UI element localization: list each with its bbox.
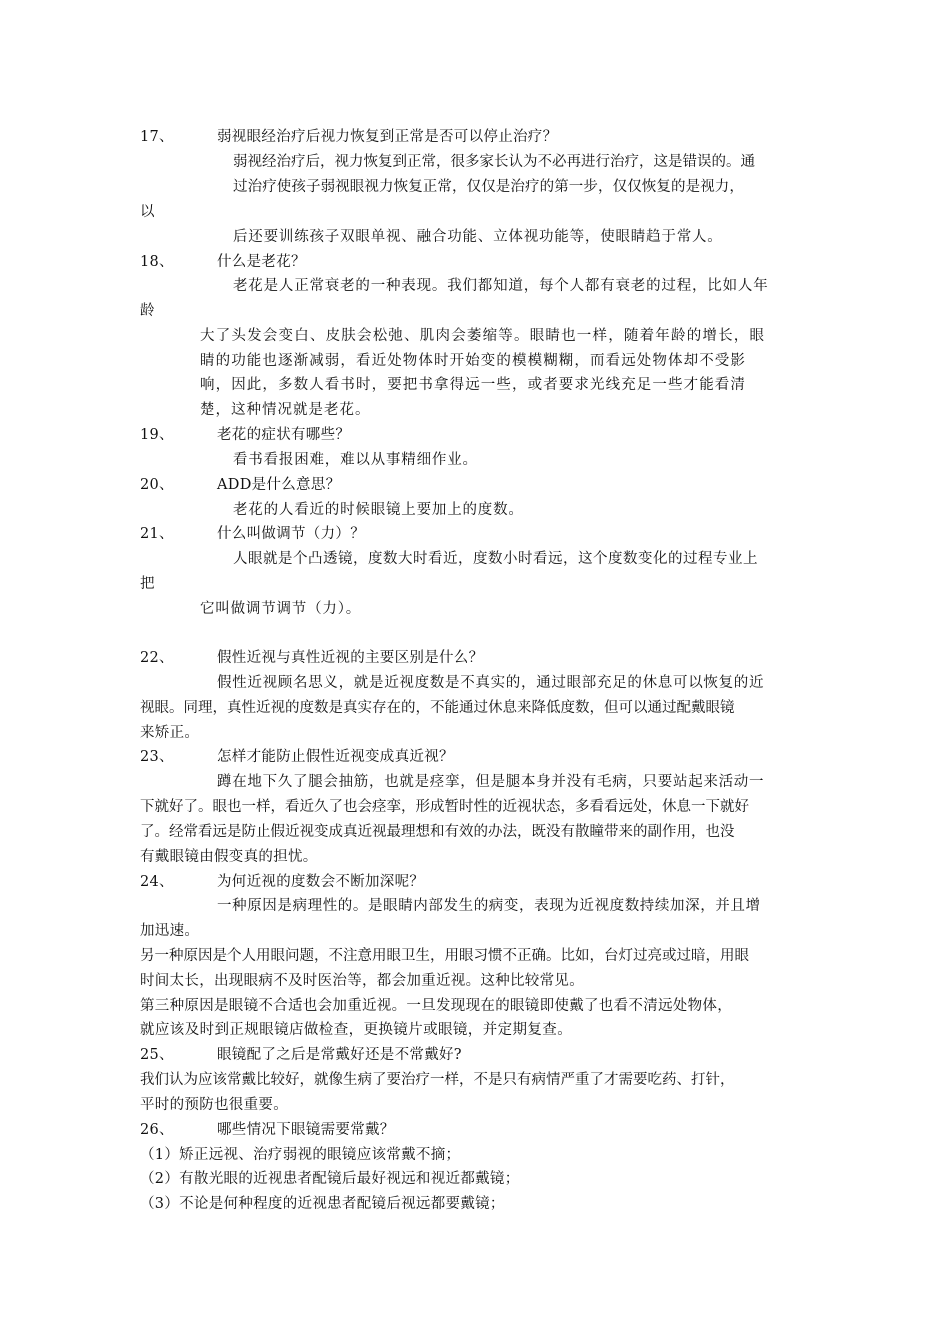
item-number: 26、 [140,1122,174,1138]
answer-line: 加迅速。 [140,923,200,939]
question: 为何近视的度数会不断加深呢？ [217,874,425,890]
answer-line: 假性近视顾名思义，就是近视度数是不真实的，通过眼部充足的休息可以恢复的近 [217,675,765,691]
question: 假性近视与真性近视的主要区别是什么？ [217,650,484,666]
answer-line: 老花是人正常衰老的一种表现。我们都知道，每个人都有衰老的过程，比如人年 [233,278,769,294]
question: 眼镜配了之后是常戴好还是不常戴好? [217,1047,462,1063]
answer-line: 睛的功能也逐渐减弱，看近处物体时开始变的模模糊糊，而看远处物体却不受影 [200,353,746,369]
answer-line: 老花的人看近的时候眼镜上要加上的度数。 [233,502,524,518]
answer-line: 楚，这种情况就是老花。 [200,402,371,418]
question: 老花的症状有哪些？ [217,427,351,443]
question: 哪些情况下眼镜需要常戴？ [217,1122,395,1138]
question: 什么叫做调节（力）？ [217,526,365,542]
answer-line: 一种原因是病理性的。是眼睛内部发生的病变，表现为近视度数持续加深，并且增 [217,898,761,914]
item-number: 21、 [140,526,174,542]
answer-line: 把 [140,576,155,592]
answer-line: 响，因此，多数人看书时，要把书拿得远一些，或者要求光线充足一些才能看清 [200,377,746,393]
question: 怎样才能防止假性近视变成真近视？ [217,749,454,765]
answer-line: 视眼。同理，真性近视的度数是真实存在的，不能通过休息来降低度数，但可以通过配戴眼镜 [140,700,735,716]
answer-line: 另一种原因是个人用眼问题，不注意用眼卫生，用眼习惯不正确。比如，台灯过亮或过暗，用眼 [140,948,749,964]
answer-line: 时间太长，出现眼病不及时医治等，都会加重近视。这种比较常见。 [140,973,584,989]
item-number: 22、 [140,650,174,666]
answer-line: 龄 [140,303,155,319]
item-number: 24、 [140,874,174,890]
answer-line: 大了头发会变白、皮肤会松弛、肌肉会萎缩等。眼睛也一样，随着年龄的增长，眼 [200,328,766,344]
answer-line: 它叫做调节调节（力）。 [200,601,362,617]
answer-line: 蹲在地下久了腿会抽筋，也就是痉挛，但是腿本身并没有毛病，只要站起来活动一 [217,774,765,790]
answer-line: 第三种原因是眼镜不合适也会加重近视。一旦发现现在的眼镜即使戴了也看不清远处物体， [140,998,732,1014]
question: ADD是什么意思？ [217,477,341,493]
answer-line: 有戴眼镜由假变真的担忧。 [140,849,318,865]
question: 什么是老花？ [217,254,306,270]
item-number: 17、 [140,129,174,145]
answer-line: （1）矫正远视、治疗弱视的眼镜应该常戴不摘； [140,1147,461,1163]
item-number: 25、 [140,1047,174,1063]
answer-line: 我们认为应该常戴比较好，就像生病了要治疗一样，不是只有病情严重了才需要吃药、打针， [140,1072,735,1088]
answer-line: 看书看报困难，难以从事精细作业。 [233,452,478,468]
answer-line: 下就好了。眼也一样，看近久了也会痉挛，形成暂时性的近视状态，多看看远处，休息一下就好 [140,799,749,815]
answer-line: 了。经常看远是防止假近视变成真近视最理想和有效的办法，既没有散瞳带来的副作用，也没 [140,824,735,840]
answer-line: （2）有散光眼的近视患者配镜后最好视远和视近都戴镜； [140,1171,520,1187]
answer-line: 来矫正。 [140,725,200,741]
question: 弱视眼经治疗后视力恢复到正常是否可以停止治疗？ [217,129,558,145]
item-number: 19、 [140,427,174,443]
answer-line: 人眼就是个凸透镜，度数大时看近，度数小时看远，这个度数变化的过程专业上 [233,551,758,567]
answer-line: （3）不论是何种程度的近视患者配镜后视远都要戴镜； [140,1196,505,1212]
answer-line: 就应该及时到正规眼镜店做检查，更换镜片或眼镜，并定期复查。 [140,1022,573,1038]
answer-line: 平时的预防也很重要。 [140,1097,288,1113]
answer-line: 以 [140,204,155,220]
answer-line: 后还要训练孩子双眼单视、融合功能、立体视功能等，使眼睛趋于常人。 [233,229,723,245]
answer-line: 弱视经治疗后，视力恢复到正常，很多家长认为不必再进行治疗，这是错误的。通 [233,154,755,170]
item-number: 18、 [140,254,174,270]
answer-line: 过治疗使孩子弱视眼视力恢复正常，仅仅是治疗的第一步，仅仅恢复的是视力， [233,179,744,195]
item-number: 20、 [140,477,174,493]
item-number: 23、 [140,749,174,765]
